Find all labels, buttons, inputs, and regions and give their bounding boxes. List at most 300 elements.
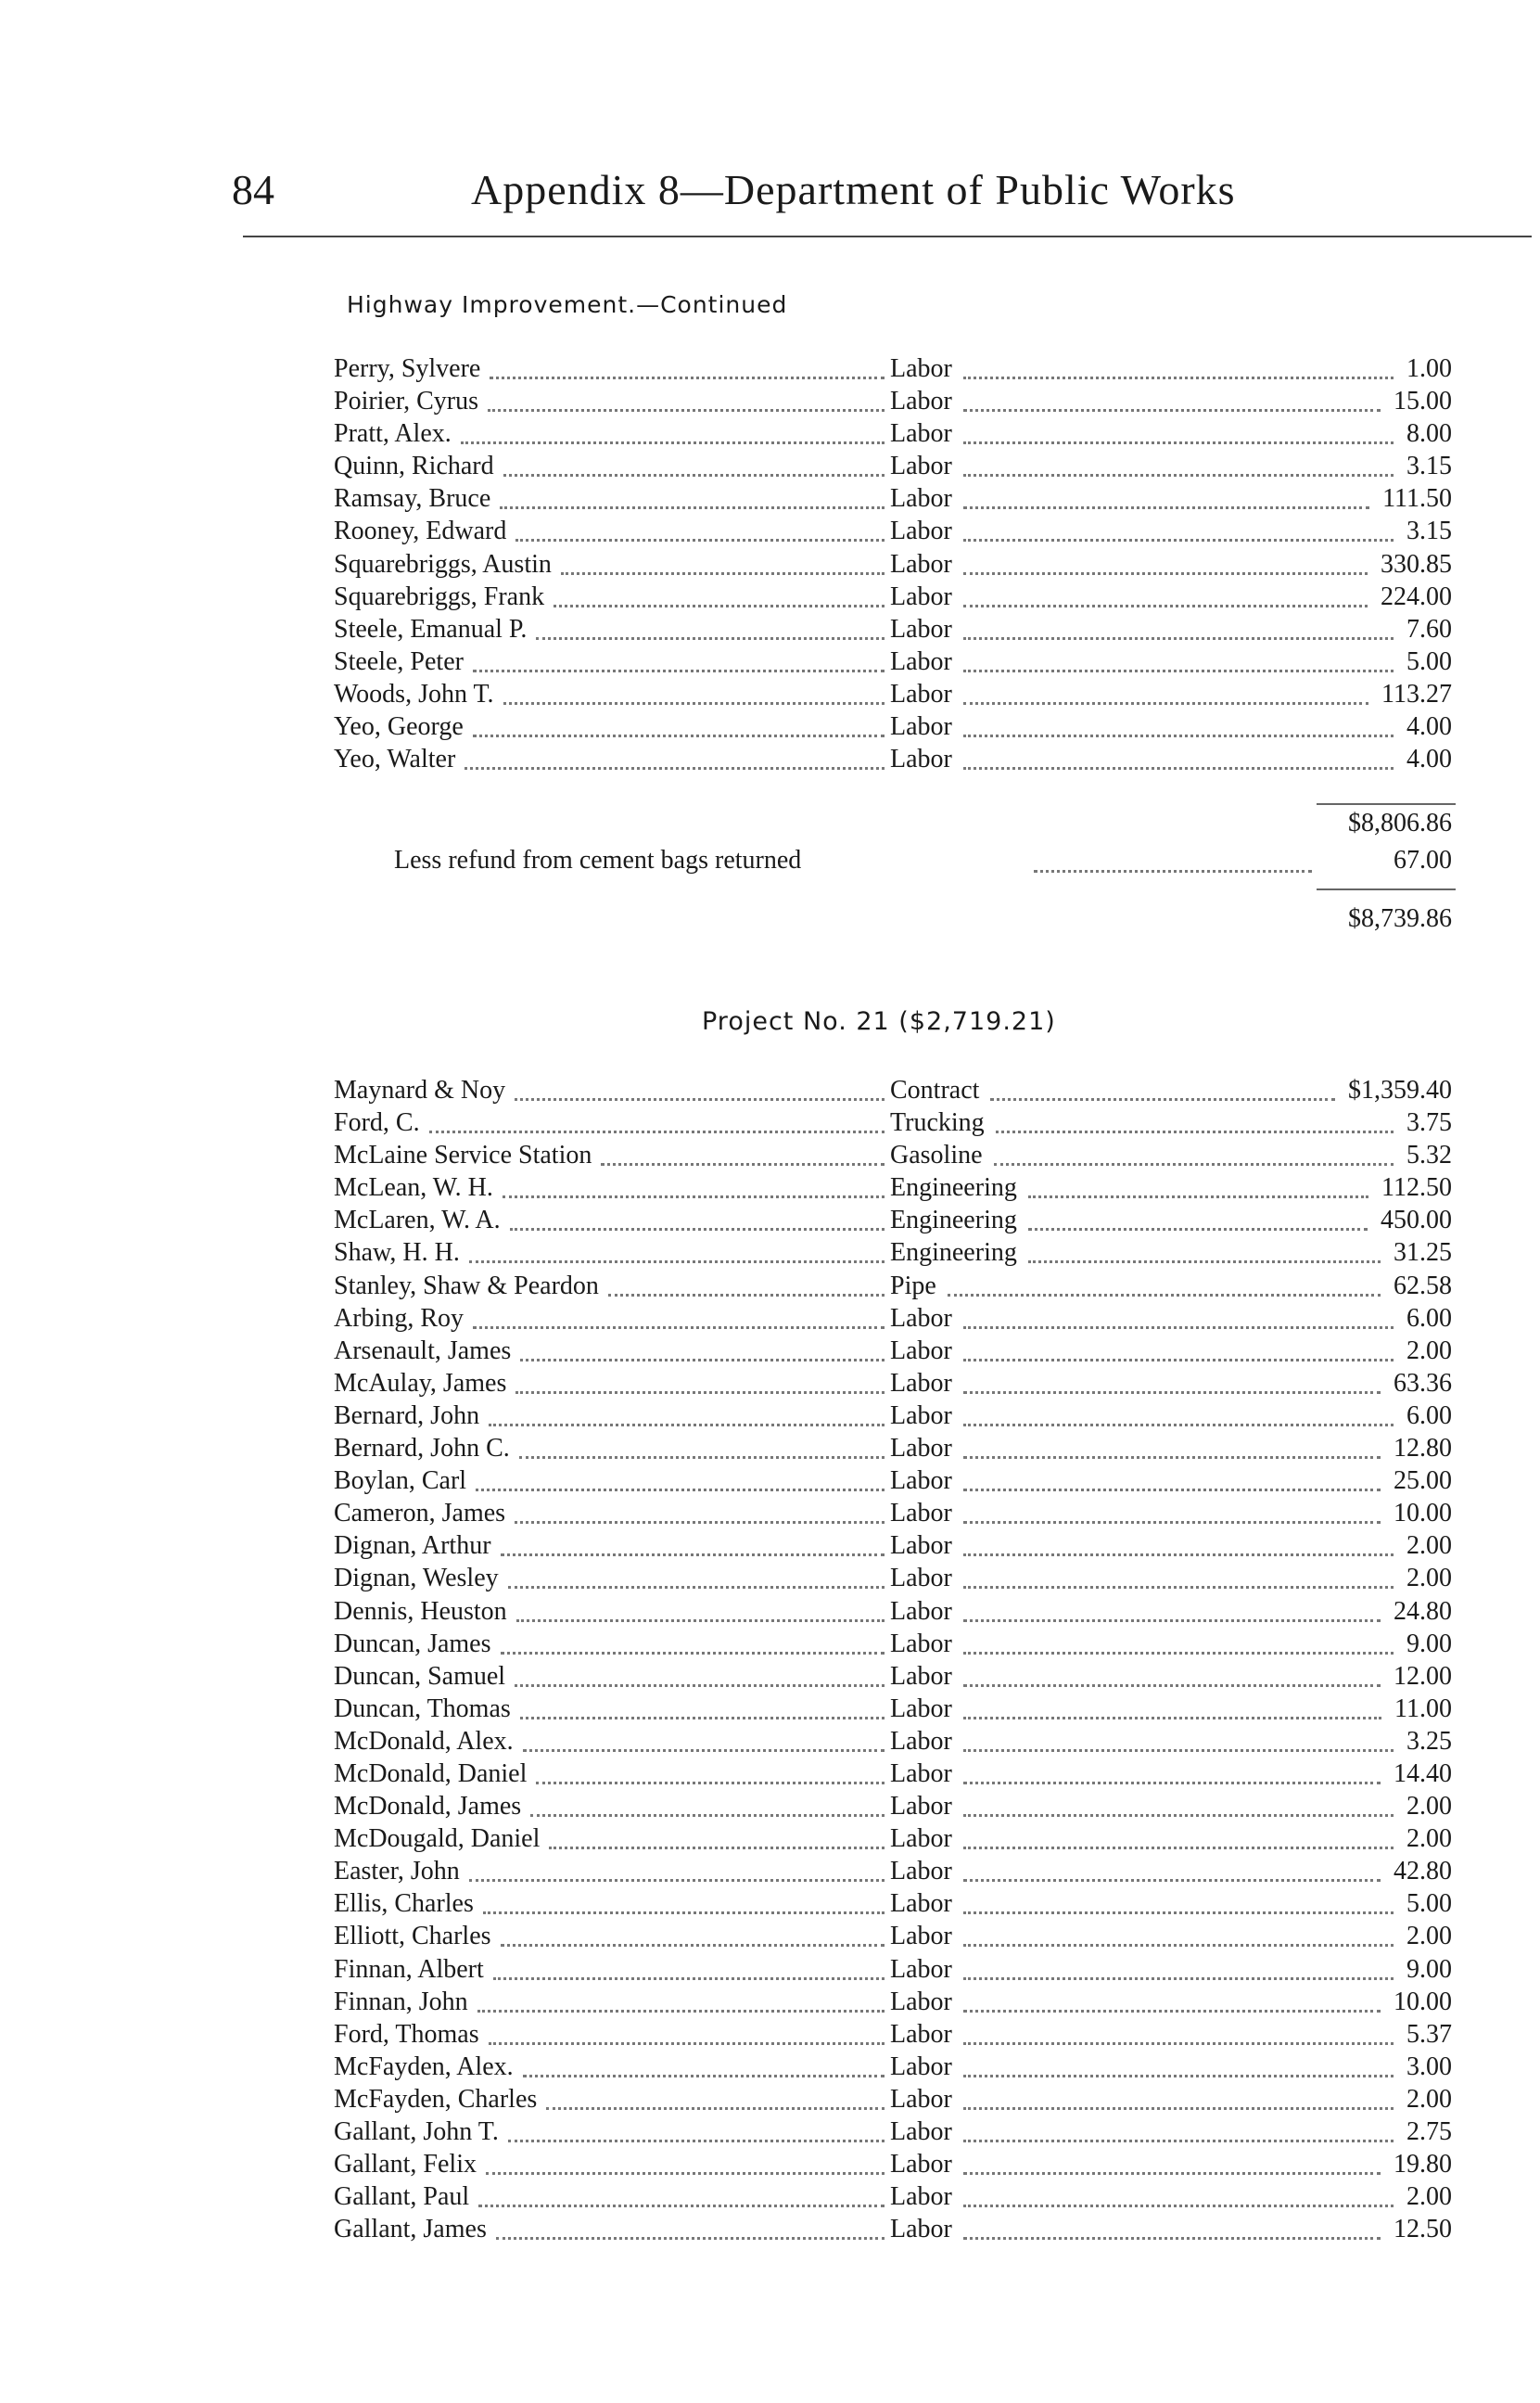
leader-dots bbox=[1028, 1238, 1381, 1263]
amount: 2.00 bbox=[1406, 1564, 1452, 1593]
leader-dots bbox=[963, 1824, 1394, 1849]
leader-dots bbox=[508, 2117, 885, 2142]
expense-type: Labor bbox=[890, 1303, 952, 1333]
amount: 5.37 bbox=[1406, 2019, 1452, 2049]
leader-dots bbox=[963, 419, 1394, 444]
expense-type: Labor bbox=[890, 1922, 952, 1951]
leader-dots bbox=[990, 1076, 1335, 1101]
leader-dots bbox=[515, 1499, 885, 1524]
leader-dots bbox=[501, 1630, 885, 1655]
table-row bbox=[330, 2213, 1452, 2245]
leader-dots bbox=[963, 550, 1368, 575]
leader-dots bbox=[963, 1955, 1394, 1980]
leader-dots bbox=[963, 1889, 1394, 1914]
payee-name: Quinn, Richard bbox=[334, 452, 494, 481]
leader-dots bbox=[523, 1727, 885, 1752]
amount: 2.00 bbox=[1406, 1792, 1452, 1821]
subtotal-rule bbox=[1317, 803, 1456, 805]
payee-name: Bernard, John bbox=[334, 1400, 480, 1430]
payee-name: Steele, Emanual P. bbox=[334, 614, 528, 644]
leader-dots bbox=[489, 2020, 885, 2045]
amount: 4.00 bbox=[1406, 712, 1452, 742]
leader-dots bbox=[963, 1336, 1394, 1361]
payee-name: McDonald, Daniel bbox=[334, 1758, 528, 1788]
table-row bbox=[330, 1758, 1452, 1790]
table-row bbox=[330, 1497, 1452, 1529]
payee-name: Arbing, Roy bbox=[334, 1303, 464, 1333]
table-row bbox=[330, 417, 1452, 450]
table-row bbox=[330, 385, 1452, 417]
expense-type: Labor bbox=[890, 745, 952, 774]
leader-dots bbox=[963, 2150, 1381, 2175]
refund-amount: 67.00 bbox=[1394, 846, 1452, 875]
table-row bbox=[330, 1302, 1452, 1335]
amount: 9.00 bbox=[1406, 1954, 1452, 1984]
payee-name: Boylan, Carl bbox=[334, 1466, 467, 1496]
payee-name: Ramsay, Bruce bbox=[334, 484, 491, 514]
table-row bbox=[330, 450, 1452, 482]
amount: 10.00 bbox=[1394, 1987, 1452, 2016]
expense-type: Pipe bbox=[890, 1271, 936, 1300]
leader-dots bbox=[963, 2085, 1394, 2110]
leader-dots bbox=[515, 517, 885, 542]
expense-type: Gasoline bbox=[890, 1141, 983, 1170]
leader-dots bbox=[549, 1824, 885, 1849]
payee-name: McLean, W. H. bbox=[334, 1173, 493, 1203]
leader-dots bbox=[963, 484, 1369, 509]
expense-type: Labor bbox=[890, 484, 952, 514]
expense-type: Labor bbox=[890, 679, 952, 709]
amount: 3.00 bbox=[1406, 2051, 1452, 2081]
leader-dots bbox=[963, 1466, 1381, 1491]
amount: 450.00 bbox=[1381, 1206, 1452, 1235]
payee-name: Ford, Thomas bbox=[334, 2019, 479, 2049]
table-row bbox=[330, 645, 1452, 678]
highway-table bbox=[330, 352, 1452, 775]
project-table bbox=[330, 1074, 1452, 2245]
expense-type: Labor bbox=[890, 1434, 952, 1464]
leader-dots bbox=[523, 2052, 885, 2077]
payee-name: McDonald, James bbox=[334, 1792, 522, 1821]
payee-name: McAulay, James bbox=[334, 1368, 507, 1398]
leader-dots bbox=[601, 1141, 885, 1166]
table-row bbox=[330, 1725, 1452, 1758]
amount: 3.75 bbox=[1406, 1108, 1452, 1138]
leader-dots bbox=[963, 745, 1394, 770]
leader-dots bbox=[948, 1272, 1381, 1297]
expense-type: Labor bbox=[890, 387, 952, 416]
expense-type: Labor bbox=[890, 1368, 952, 1398]
expense-type: Labor bbox=[890, 646, 952, 676]
amount: 2.00 bbox=[1406, 2084, 1452, 2114]
payee-name: Poirier, Cyrus bbox=[334, 387, 478, 416]
table-row bbox=[330, 482, 1452, 515]
leader-dots bbox=[963, 1304, 1394, 1329]
payee-name: McDonald, Alex. bbox=[334, 1726, 514, 1756]
amount: $1,359.40 bbox=[1348, 1076, 1452, 1105]
payee-name: Woods, John T. bbox=[334, 679, 494, 709]
amount: 3.15 bbox=[1406, 452, 1452, 481]
leader-dots bbox=[473, 647, 885, 672]
leader-dots bbox=[515, 1076, 885, 1101]
expense-type: Labor bbox=[890, 354, 952, 383]
amount: 330.85 bbox=[1381, 549, 1452, 579]
amount: 113.27 bbox=[1381, 679, 1452, 709]
amount: 5.00 bbox=[1406, 646, 1452, 676]
amount: 224.00 bbox=[1381, 582, 1452, 611]
payee-name: Stanley, Shaw & Peardon bbox=[334, 1271, 599, 1300]
amount: 2.00 bbox=[1406, 1824, 1452, 1854]
table-row bbox=[330, 1367, 1452, 1400]
payee-name: McLaine Service Station bbox=[334, 1141, 592, 1170]
payee-name: Gallant, James bbox=[334, 2215, 487, 2244]
amount: 9.00 bbox=[1406, 1629, 1452, 1658]
payee-name: Finnan, John bbox=[334, 1987, 468, 2016]
leader-dots bbox=[963, 1401, 1394, 1426]
table-row bbox=[330, 1464, 1452, 1497]
leader-dots bbox=[963, 1662, 1381, 1687]
leader-dots bbox=[963, 2052, 1394, 2077]
table-row bbox=[330, 1139, 1452, 1171]
expense-type: Labor bbox=[890, 1466, 952, 1496]
leader-dots bbox=[963, 517, 1394, 542]
amount: 4.00 bbox=[1406, 745, 1452, 774]
leader-dots bbox=[963, 1630, 1394, 1655]
leader-dots bbox=[963, 615, 1394, 640]
expense-type: Labor bbox=[890, 1954, 952, 1984]
expense-type: Labor bbox=[890, 419, 952, 449]
leader-dots bbox=[963, 452, 1394, 477]
expense-type: Labor bbox=[890, 1889, 952, 1919]
leader-dots bbox=[554, 582, 885, 607]
expense-type: Labor bbox=[890, 549, 952, 579]
leader-dots bbox=[963, 1922, 1394, 1947]
table-row bbox=[330, 2051, 1452, 2083]
leader-dots bbox=[963, 1434, 1381, 1459]
expense-type: Labor bbox=[890, 2117, 952, 2146]
expense-type: Labor bbox=[890, 2019, 952, 2049]
payee-name: Duncan, James bbox=[334, 1629, 491, 1658]
amount: 31.25 bbox=[1394, 1238, 1452, 1268]
amount: 63.36 bbox=[1394, 1368, 1452, 1398]
amount: 19.80 bbox=[1394, 2150, 1452, 2179]
amount: 2.00 bbox=[1406, 1336, 1452, 1365]
amount: 12.80 bbox=[1394, 1434, 1452, 1464]
section-title-highway: Highway Improvement.—Continued bbox=[347, 291, 788, 318]
leader-dots bbox=[963, 1564, 1394, 1589]
payee-name: Arsenault, James bbox=[334, 1336, 512, 1365]
amount: 3.15 bbox=[1406, 517, 1452, 546]
leader-dots bbox=[503, 452, 885, 477]
table-row bbox=[330, 352, 1452, 385]
leader-dots bbox=[963, 712, 1394, 737]
expense-type: Labor bbox=[890, 2150, 952, 2179]
amount: 2.75 bbox=[1406, 2117, 1452, 2146]
table-row bbox=[330, 581, 1452, 613]
payee-name: Ford, C. bbox=[334, 1108, 420, 1138]
leader-dots bbox=[963, 2182, 1394, 2207]
leader-dots bbox=[546, 2085, 885, 2110]
table-row bbox=[330, 1335, 1452, 1367]
table-row bbox=[330, 1595, 1452, 1628]
leader-dots bbox=[963, 1531, 1394, 1556]
table-row bbox=[330, 1074, 1452, 1106]
expense-type: Labor bbox=[890, 1596, 952, 1626]
amount: 5.32 bbox=[1406, 1141, 1452, 1170]
table-row bbox=[330, 1855, 1452, 1887]
leader-dots bbox=[510, 1206, 885, 1231]
expense-type: Labor bbox=[890, 1694, 952, 1723]
amount: 6.00 bbox=[1406, 1303, 1452, 1333]
expense-type: Labor bbox=[890, 1758, 952, 1788]
leader-dots bbox=[503, 1173, 885, 1198]
refund-label: Less refund from cement bags returned bbox=[394, 846, 802, 875]
table-row bbox=[330, 2180, 1452, 2213]
payee-name: Gallant, Felix bbox=[334, 2150, 477, 2179]
amount: 62.58 bbox=[1394, 1271, 1452, 1300]
leader-dots bbox=[493, 1955, 885, 1980]
table-row bbox=[330, 2115, 1452, 2148]
leader-dots bbox=[963, 1792, 1394, 1817]
payee-name: Ellis, Charles bbox=[334, 1889, 474, 1919]
expense-type: Labor bbox=[890, 1792, 952, 1821]
expense-type: Labor bbox=[890, 582, 952, 611]
leader-dots bbox=[994, 1141, 1394, 1166]
payee-name: Bernard, John C. bbox=[334, 1434, 510, 1464]
table-row bbox=[330, 1400, 1452, 1432]
leader-dots bbox=[963, 647, 1394, 672]
amount: 2.00 bbox=[1406, 1531, 1452, 1561]
leader-dots bbox=[963, 1857, 1381, 1882]
expense-type: Labor bbox=[890, 452, 952, 481]
payee-name: Yeo, George bbox=[334, 712, 464, 742]
expense-type: Labor bbox=[890, 2084, 952, 2114]
payee-name: Elliott, Charles bbox=[334, 1922, 491, 1951]
table-row bbox=[330, 1693, 1452, 1725]
leader-dots bbox=[500, 484, 885, 509]
table-row bbox=[330, 710, 1452, 743]
leader-dots bbox=[486, 2150, 885, 2175]
leader-dots bbox=[963, 582, 1368, 607]
table-row bbox=[330, 678, 1452, 710]
leader-dots bbox=[520, 1694, 885, 1719]
expense-type: Engineering bbox=[890, 1238, 1017, 1268]
amount: 2.00 bbox=[1406, 2182, 1452, 2212]
table-row bbox=[330, 1920, 1452, 1952]
leader-dots bbox=[519, 1434, 885, 1459]
table-row bbox=[330, 2148, 1452, 2180]
expense-type: Trucking bbox=[890, 1108, 985, 1138]
leader-dots bbox=[963, 1759, 1381, 1784]
amount: 24.80 bbox=[1394, 1596, 1452, 1626]
expense-type: Labor bbox=[890, 1400, 952, 1430]
expense-type: Labor bbox=[890, 712, 952, 742]
payee-name: McDougald, Daniel bbox=[334, 1824, 541, 1854]
amount: 111.50 bbox=[1382, 484, 1452, 514]
leader-dots bbox=[536, 615, 885, 640]
table-row bbox=[330, 1270, 1452, 1302]
payee-name: McLaren, W. A. bbox=[334, 1206, 501, 1235]
expense-type: Labor bbox=[890, 2182, 952, 2212]
leader-dots bbox=[963, 387, 1381, 412]
table-row bbox=[330, 1822, 1452, 1855]
expense-type: Labor bbox=[890, 1661, 952, 1691]
leader-dots bbox=[469, 1238, 885, 1263]
leader-dots bbox=[503, 680, 885, 705]
amount: 11.00 bbox=[1394, 1694, 1452, 1723]
total-rule bbox=[1317, 888, 1456, 890]
section-title-project: Project No. 21 ($2,719.21) bbox=[702, 1007, 1056, 1036]
table-row bbox=[330, 1986, 1452, 2018]
total-amount: $8,739.86 bbox=[1348, 904, 1452, 933]
amount: 6.00 bbox=[1406, 1400, 1452, 1430]
leader-dots bbox=[963, 1988, 1381, 2013]
leader-dots bbox=[501, 1531, 885, 1556]
leader-dots bbox=[469, 1857, 885, 1882]
expense-type: Labor bbox=[890, 614, 952, 644]
leader-dots bbox=[963, 2117, 1394, 2142]
leader-dots bbox=[1028, 1206, 1368, 1231]
leader-dots bbox=[963, 680, 1368, 705]
amount: 8.00 bbox=[1406, 419, 1452, 449]
expense-type: Labor bbox=[890, 1629, 952, 1658]
leader-dots bbox=[963, 354, 1394, 379]
expense-type: Engineering bbox=[890, 1173, 1017, 1203]
refund-leader bbox=[1034, 848, 1312, 873]
subtotal-amount: $8,806.86 bbox=[1348, 809, 1452, 837]
expense-type: Labor bbox=[890, 1499, 952, 1528]
amount: 42.80 bbox=[1394, 1857, 1452, 1886]
payee-name: Duncan, Samuel bbox=[334, 1661, 506, 1691]
table-row bbox=[330, 1953, 1452, 1986]
payee-name: Finnan, Albert bbox=[334, 1954, 484, 1984]
expense-type: Labor bbox=[890, 1531, 952, 1561]
table-row bbox=[330, 2018, 1452, 2051]
leader-dots bbox=[483, 1889, 885, 1914]
leader-dots bbox=[1028, 1173, 1368, 1198]
payee-name: Maynard & Noy bbox=[334, 1076, 506, 1105]
table-row bbox=[330, 1529, 1452, 1562]
page-header bbox=[0, 156, 1540, 230]
leader-dots bbox=[515, 1369, 885, 1394]
payee-name: Dignan, Arthur bbox=[334, 1531, 491, 1561]
payee-name: Dignan, Wesley bbox=[334, 1564, 499, 1593]
amount: 2.00 bbox=[1406, 1922, 1452, 1951]
expense-type: Labor bbox=[890, 2051, 952, 2081]
leader-dots bbox=[488, 387, 885, 412]
expense-type: Labor bbox=[890, 1726, 952, 1756]
leader-dots bbox=[963, 1727, 1394, 1752]
leader-dots bbox=[963, 1499, 1381, 1524]
payee-name: Easter, John bbox=[334, 1857, 460, 1886]
leader-dots bbox=[490, 354, 885, 379]
leader-dots bbox=[508, 1564, 885, 1589]
payee-name: Dennis, Heuston bbox=[334, 1596, 507, 1626]
leader-dots bbox=[536, 1759, 885, 1784]
payee-name: Duncan, Thomas bbox=[334, 1694, 511, 1723]
table-row bbox=[330, 743, 1452, 775]
table-row bbox=[330, 548, 1452, 581]
payee-name: Yeo, Walter bbox=[334, 745, 456, 774]
leader-dots bbox=[473, 712, 885, 737]
leader-dots bbox=[561, 550, 885, 575]
payee-name: McFayden, Charles bbox=[334, 2084, 538, 2114]
amount: 10.00 bbox=[1394, 1499, 1452, 1528]
payee-name: Cameron, James bbox=[334, 1499, 506, 1528]
amount: 12.50 bbox=[1394, 2215, 1452, 2244]
payee-name: Rooney, Edward bbox=[334, 517, 507, 546]
amount: 1.00 bbox=[1406, 354, 1452, 383]
page-number: 84 bbox=[232, 166, 274, 213]
amount: 25.00 bbox=[1394, 1466, 1452, 1496]
table-row bbox=[330, 1660, 1452, 1693]
expense-type: Labor bbox=[890, 1564, 952, 1593]
table-row bbox=[330, 1204, 1452, 1236]
amount: 112.50 bbox=[1381, 1173, 1452, 1203]
expense-type: Labor bbox=[890, 2215, 952, 2244]
leader-dots bbox=[461, 419, 885, 444]
leader-dots bbox=[530, 1792, 885, 1817]
amount: 5.00 bbox=[1406, 1889, 1452, 1919]
leader-dots bbox=[608, 1272, 885, 1297]
leader-dots bbox=[520, 1336, 885, 1361]
leader-dots bbox=[963, 2215, 1381, 2240]
amount: 7.60 bbox=[1406, 614, 1452, 644]
payee-name: Gallant, Paul bbox=[334, 2182, 470, 2212]
table-row bbox=[330, 1171, 1452, 1204]
table-row bbox=[330, 1887, 1452, 1920]
table-row bbox=[330, 2083, 1452, 2115]
table-row bbox=[330, 613, 1452, 645]
leader-dots bbox=[465, 745, 885, 770]
amount: 12.00 bbox=[1394, 1661, 1452, 1691]
table-row bbox=[330, 1790, 1452, 1822]
header-rule bbox=[243, 236, 1532, 237]
expense-type: Labor bbox=[890, 1857, 952, 1886]
payee-name: McFayden, Alex. bbox=[334, 2051, 514, 2081]
leader-dots bbox=[996, 1108, 1394, 1133]
page-title: Appendix 8—Department of Public Works bbox=[471, 166, 1236, 213]
table-row bbox=[330, 515, 1452, 547]
table-row bbox=[330, 1562, 1452, 1594]
leader-dots bbox=[489, 1401, 885, 1426]
leader-dots bbox=[963, 1369, 1381, 1394]
payee-name: Gallant, John T. bbox=[334, 2117, 499, 2146]
expense-type: Contract bbox=[890, 1076, 980, 1105]
leader-dots bbox=[963, 2020, 1394, 2045]
table-row bbox=[330, 1236, 1452, 1269]
expense-type: Engineering bbox=[890, 1206, 1017, 1235]
leader-dots bbox=[477, 1988, 885, 2013]
leader-dots bbox=[473, 1304, 885, 1329]
payee-name: Squarebriggs, Austin bbox=[334, 549, 552, 579]
leader-dots bbox=[963, 1694, 1381, 1719]
amount: 3.25 bbox=[1406, 1726, 1452, 1756]
expense-type: Labor bbox=[890, 1824, 952, 1854]
leader-dots bbox=[963, 1597, 1381, 1622]
payee-name: Squarebriggs, Frank bbox=[334, 582, 545, 611]
table-row bbox=[330, 1106, 1452, 1139]
amount: 15.00 bbox=[1394, 387, 1452, 416]
payee-name: Shaw, H. H. bbox=[334, 1238, 460, 1268]
leader-dots bbox=[515, 1662, 885, 1687]
leader-dots bbox=[476, 1466, 885, 1491]
payee-name: Steele, Peter bbox=[334, 646, 464, 676]
leader-dots bbox=[496, 2215, 885, 2240]
leader-dots bbox=[429, 1108, 885, 1133]
expense-type: Labor bbox=[890, 517, 952, 546]
expense-type: Labor bbox=[890, 1336, 952, 1365]
